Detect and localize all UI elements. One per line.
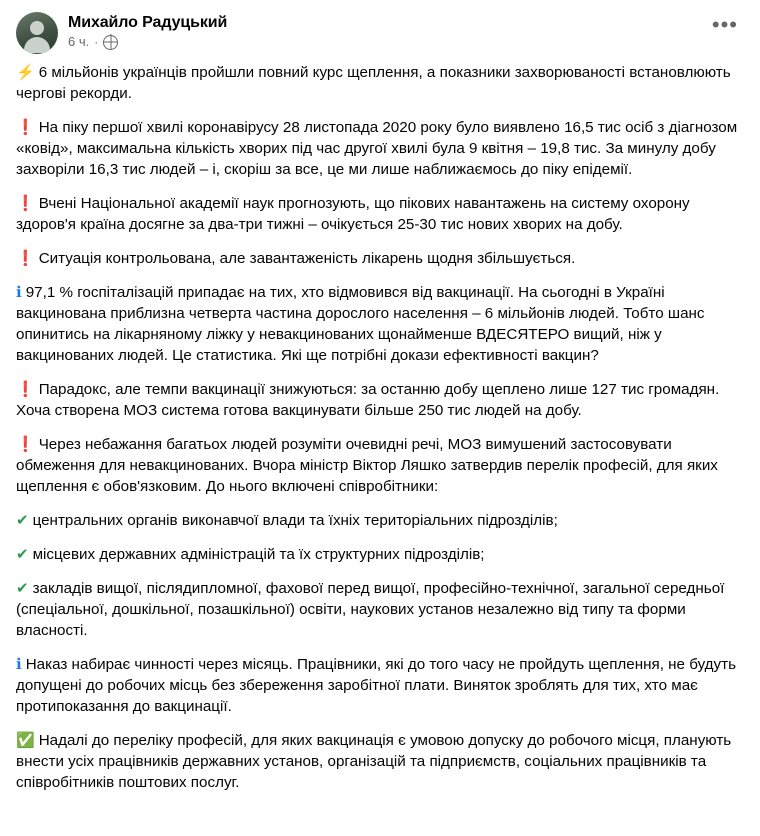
paragraph-text: Наказ набирає чинності через місяць. Працівники, які до того часу не пройдуть щеплення, не будуть допущені до робочих місць без збереження заробітної плати. Виняток зроблять для тих, хто має протипоказання до вакцинації. — [16, 656, 736, 715]
meta-separator: · — [94, 35, 99, 49]
exclamation-icon: ❗ — [16, 250, 35, 267]
check-icon: ✔ — [16, 512, 29, 529]
post-timestamp[interactable]: 6 ч. — [68, 34, 90, 49]
check-icon: ✔ — [16, 580, 29, 597]
post-header — [16, 12, 744, 60]
paragraph-text: Через небажання багатьох людей розуміти очевидні речі, МОЗ вимушений застосовувати обмеження для невакцинованих. Вчора міністр Віктор Ляшко затвердив перелік професій, для яких щеплення є обов'язковим. До нього включені співробітники: — [16, 436, 718, 495]
paragraph-text: 6 мільйонів українців пройшли повний курс щеплення, а показники захворюваності встановлюють чергові рекорди. — [16, 64, 731, 102]
exclamation-icon: ❗ — [16, 195, 35, 212]
zap-icon: ⚡ — [16, 64, 35, 81]
avatar-body — [24, 37, 50, 53]
paragraph-text: центральних органів виконавчої влади та їхніх територіальних підрозділів; — [32, 512, 558, 529]
paragraph-text: Ситуація контрольована, але завантаженість лікарень щодня збільшується. — [38, 250, 576, 267]
post-paragraph — [16, 379, 744, 421]
green-check-box-icon: ✅ — [16, 732, 35, 749]
info-icon: ℹ — [16, 656, 22, 673]
paragraph-text: Парадокс, але темпи вакцинації знижуються: за останню добу щеплено лише 127 тис громадян. Хоча створена МОЗ система готова вакцинувати більше 250 тис людей на добу. — [16, 381, 720, 419]
globe-icon[interactable] — [103, 35, 118, 50]
paragraph-text: Надалі до переліку професій, для яких вакцинація є умовою допуску до робочого місця, планують внести усіх працівників державних установ, організацій та підприємств, соціальних працівників та співробітників поштових послуг. — [16, 732, 732, 791]
paragraph-text: Вчені Національної академії наук прогнозують, що пікових навантажень на систему охорону здоров'я країна досягне за два-три тижні – очікується 25-30 тис нових хворих на добу. — [16, 195, 690, 233]
paragraph-text: На піку першої хвилі коронавірусу 28 листопада 2020 року було виявлено 16,5 тис осіб з діагнозом «ковід», максимальна кількість хворих під час другої хвилі була 9 квітня – 19,8 тис. За минулу добу захворіли 16,3 тис людей – і, скоріш за все, це ми лише наближаємось до піку епідемії. — [16, 119, 738, 178]
post-list-item — [16, 578, 744, 641]
exclamation-icon: ❗ — [16, 119, 35, 136]
post-paragraph — [16, 193, 744, 235]
post-body — [16, 60, 744, 803]
post-header-text — [68, 12, 706, 50]
post-more-options-button[interactable]: ••• — [711, 12, 738, 37]
post-author-name[interactable]: Михайло Радуцький — [68, 14, 228, 31]
paragraph-text: місцевих державних адміністрацій та їх структурних підрозділів; — [32, 546, 485, 563]
info-icon: ℹ — [16, 284, 22, 301]
post-paragraph — [16, 730, 744, 793]
post-paragraph — [16, 282, 744, 366]
exclamation-icon: ❗ — [16, 436, 35, 453]
post-meta — [68, 34, 706, 50]
post-paragraph — [16, 654, 744, 717]
avatar-head — [30, 21, 44, 35]
paragraph-text: закладів вищої, післядипломної, фахової перед вищої, професійно-технічної, загальної середньої (спеціальної, дошкільної, позашкільної) освіти, наукових установ незалежно від типу та форми власності. — [16, 580, 725, 639]
check-icon: ✔ — [16, 546, 29, 563]
post-paragraph — [16, 117, 744, 180]
post-paragraph — [16, 62, 744, 104]
paragraph-text: 97,1 % госпіталізацій припадає на тих, хто відмовився від вакцинації. На сьогодні в Україні вакцинована приблизна четверта частина дорослого населення – 6 мільйонів людей. Тобто шанс опинитись на лікарняному ліжку у невакцинованих щонайменше ВДЕСЯТЕРО вищий, ніж у вакцинованих людей. Це статистика. Які ще потрібні докази ефективності вакцин? — [16, 284, 705, 364]
post-paragraph — [16, 434, 744, 497]
post-paragraph — [16, 248, 744, 269]
post-list-item — [16, 544, 744, 565]
avatar[interactable] — [16, 12, 58, 54]
post-list-item — [16, 510, 744, 531]
exclamation-icon: ❗ — [16, 381, 35, 398]
